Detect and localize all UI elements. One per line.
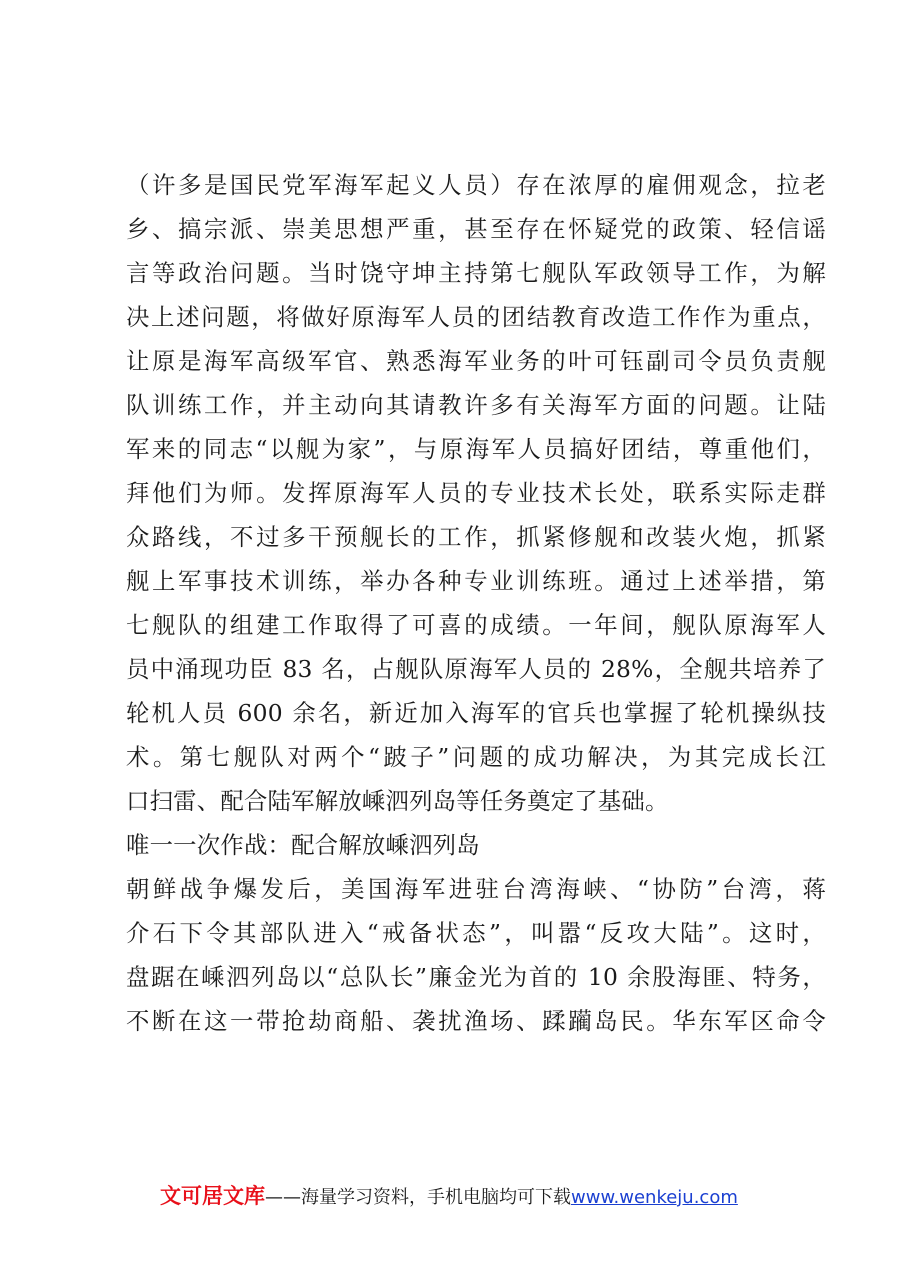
paragraph-line: 不断在这一带抢劫商船、袭扰渔场、蹂躏岛民。华东军区命令 bbox=[126, 1007, 826, 1035]
paragraph-line: 队训练工作，并主动向其请教许多有关海军方面的问题。让陆 bbox=[126, 391, 826, 419]
paragraph-line: （许多是国民党军海军起义人员）存在浓厚的雇佣观念，拉老 bbox=[126, 171, 826, 199]
paragraph-line: 乡、搞宗派、崇美思想严重，甚至存在怀疑党的政策、轻信谣 bbox=[126, 215, 826, 243]
page-footer bbox=[160, 1182, 780, 1212]
section-heading: 唯一一次作战：配合解放嵊泗列岛 bbox=[126, 831, 480, 859]
footer-brand: 文可居文库 bbox=[160, 1184, 265, 1208]
paragraph-line: 七舰队的组建工作取得了可喜的成绩。一年间，舰队原海军人 bbox=[126, 611, 826, 639]
paragraph-line: 朝鲜战争爆发后，美国海军进驻台湾海峡、“协防”台湾，蒋 bbox=[126, 875, 826, 903]
paragraph-line: 决上述问题，将做好原海军人员的团结教育改造工作作为重点， bbox=[126, 303, 826, 331]
paragraph-line: 轮机人员 600 余名，新近加入海军的官兵也掌握了轮机操纵技 bbox=[126, 699, 826, 727]
paragraph-line: 拜他们为师。发挥原海军人员的专业技术长处，联系实际走群 bbox=[126, 479, 826, 507]
paragraph-line: 介石下令其部队进入“戒备状态”，叫嚣“反攻大陆”。这时， bbox=[126, 919, 826, 947]
paragraph-line: 众路线，不过多干预舰长的工作，抓紧修舰和改装火炮，抓紧 bbox=[126, 523, 826, 551]
paragraph-line: 员中涌现功臣 83 名，占舰队原海军人员的 28%，全舰共培养了 bbox=[126, 655, 826, 683]
paragraph-line: 术。第七舰队对两个“跛子”问题的成功解决，为其完成长江 bbox=[126, 743, 826, 771]
paragraph-line: 口扫雷、配合陆军解放嵊泗列岛等任务奠定了基础。 bbox=[126, 787, 669, 815]
paragraph-line: 言等政治问题。当时饶守坤主持第七舰队军政领导工作，为解 bbox=[126, 259, 826, 287]
footer-website-link[interactable]: www.wenkeju.com bbox=[571, 1187, 738, 1208]
paragraph-line: 让原是海军高级军官、熟悉海军业务的叶可钰副司令员负责舰 bbox=[126, 347, 826, 375]
paragraph-line: 盘踞在嵊泗列岛以“总队长”廉金光为首的 10 余股海匪、特务， bbox=[126, 963, 826, 991]
footer-tagline: ——海量学习资料，手机电脑均可下载 bbox=[265, 1187, 571, 1208]
paragraph-line: 军来的同志“以舰为家”，与原海军人员搞好团结，尊重他们， bbox=[126, 435, 826, 463]
paragraph-line: 舰上军事技术训练，举办各种专业训练班。通过上述举措，第 bbox=[126, 567, 826, 595]
